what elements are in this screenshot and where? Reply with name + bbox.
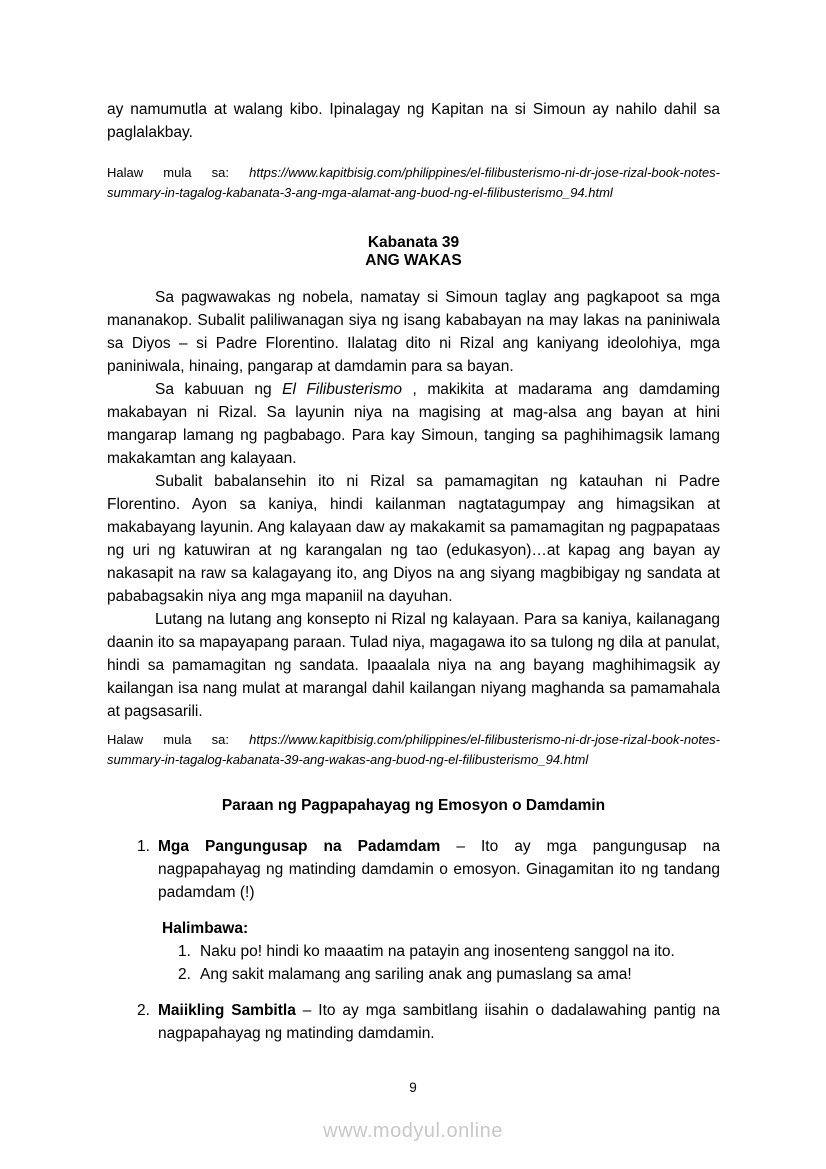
paragraph-2: [107, 378, 720, 470]
chapter-number: Kabanata 39: [367, 234, 460, 251]
list-item-1-body: [158, 835, 720, 904]
citation-2-prefix: Halaw mula sa:: [107, 732, 250, 747]
citation-1-url: https://www.kapitbisig.com/philippines/el-filibusterismo-ni-dr-jose-rizal-book-notes-summary-in-tagalog-kabanata-3-ang-mga-alamat-ang-buod-ng-el-filibusterismo_94.html: [107, 165, 720, 200]
list-item-2: [107, 999, 720, 1045]
examples-list: [107, 940, 720, 986]
list-item-1-number: 1.: [137, 838, 150, 855]
citation-1-prefix: Halaw mula sa:: [107, 165, 250, 180]
chapter-title: ANG WAKAS: [365, 252, 462, 269]
book-title-italic: El Filibusterismo: [282, 381, 403, 398]
example-item-2-number: 2.: [178, 966, 191, 983]
example-item-1: [107, 940, 720, 963]
citation-1: [107, 163, 720, 203]
citation-2-url: https://www.kapitbisig.com/philippines/el-filibusterismo-ni-dr-jose-rizal-book-notes-summary-in-tagalog-kabanata-39-ang-wakas-ang-buod-ng-el-filibusterismo_94.html: [107, 732, 720, 767]
list-item-1-term: Mga Pangungusap na Padamdam: [158, 838, 441, 855]
example-item-1-number: 1.: [178, 943, 191, 960]
example-item-1-text: Naku po! hindi ko maaatim na patayin ang inosenteng sanggol na ito.: [200, 943, 675, 960]
section-heading: Paraan ng Pagpapahayag ng Emosyon o Damdamin: [221, 797, 606, 814]
page-content: [107, 98, 720, 1045]
list-item-2-body: [158, 999, 720, 1045]
paragraph-1: Sa pagwawakas ng nobela, namatay si Simoun taglay ang pagkapoot sa mga mananakop. Subalit paliliwanagan siya ng isang kababayan na may lakas na paniniwala sa Diyos – si Padre Florentino. Ilalatag dito ni Rizal ang kaniyang ideolohiya, mga paniniwala, hinaing, pangarap at damdamin para sa bayan.: [107, 289, 720, 375]
paragraph-2-rest: , makikita at madarama ang damdaming makabayan ni Rizal. Sa layunin niya na magising at mag-alsa ang bayan at hini mangarap lamang ng pagbabago. Para kay Simoun, tanging sa paghihimagsik lamang makakamtan ang kalayaan.: [107, 381, 721, 467]
list-item-2-description: – Ito ay mga sambitlang iisahin o dadalawahing pantig na nagpapahayag ng matinding damdamin.: [158, 1002, 720, 1042]
watermark: www.modyul.online: [323, 1120, 503, 1142]
citation-2: [107, 730, 720, 770]
list-item-2-number: 2.: [137, 1002, 150, 1019]
list-item-1-description: – Ito ay mga pangungusap na nagpapahayag ng matinding damdamin o emosyon. Ginagamitan ito ng tandang padamdam (!): [158, 838, 720, 901]
examples-label: Halimbawa:: [162, 920, 249, 937]
chapter-heading: [107, 234, 720, 270]
paragraph-4: Lutang na lutang ang konsepto ni Rizal ng kalayaan. Para sa kaniya, kailanagang daanin ito sa mapayapang paraan. Tulad niya, magagawa ito sa tulong ng dila at panulat, hindi sa pamamagitan ng sandata. Ipaaalala niya na ang bayang maghihimagsik ay kailangan isa nang mulat at marangal dahil kailangan niyang maghanda sa pamamahala at pagsasarili.: [107, 611, 720, 720]
list-item-2-term: Maiikling Sambitla: [158, 1002, 296, 1019]
intro-paragraph: ay namumutla at walang kibo. Ipinalagay ng Kapitan na si Simoun ay nahilo dahil sa paglalakbay.: [107, 101, 720, 141]
example-item-2: [107, 963, 720, 986]
list-item-1: [107, 835, 720, 904]
paragraph-3: Subalit babalansehin ito ni Rizal sa pamamagitan ng katauhan ni Padre Florentino. Ayon sa kaniya, hindi kailanman nagtatagumpay ang himagsikan at makabayang layunin. Ang kalayaan daw ay makakamit sa pamamagitan ng pagpapataas ng uri ng katuwiran at ng karangalan ng tao (edukasyon)…at kapag ang bayan ay nakasapit na raw sa kalagayang ito, ang Diyos na ang siyang magbibigay ng sandata at pababagsakin niya ang mga mapaniil na dayuhan.: [107, 473, 720, 605]
page-number: 9: [409, 1080, 417, 1095]
example-item-2-text: Ang sakit malamang ang sariling anak ang pumaslang sa ama!: [200, 966, 632, 983]
paragraph-2-lead: Sa kabuuan ng: [155, 381, 283, 398]
